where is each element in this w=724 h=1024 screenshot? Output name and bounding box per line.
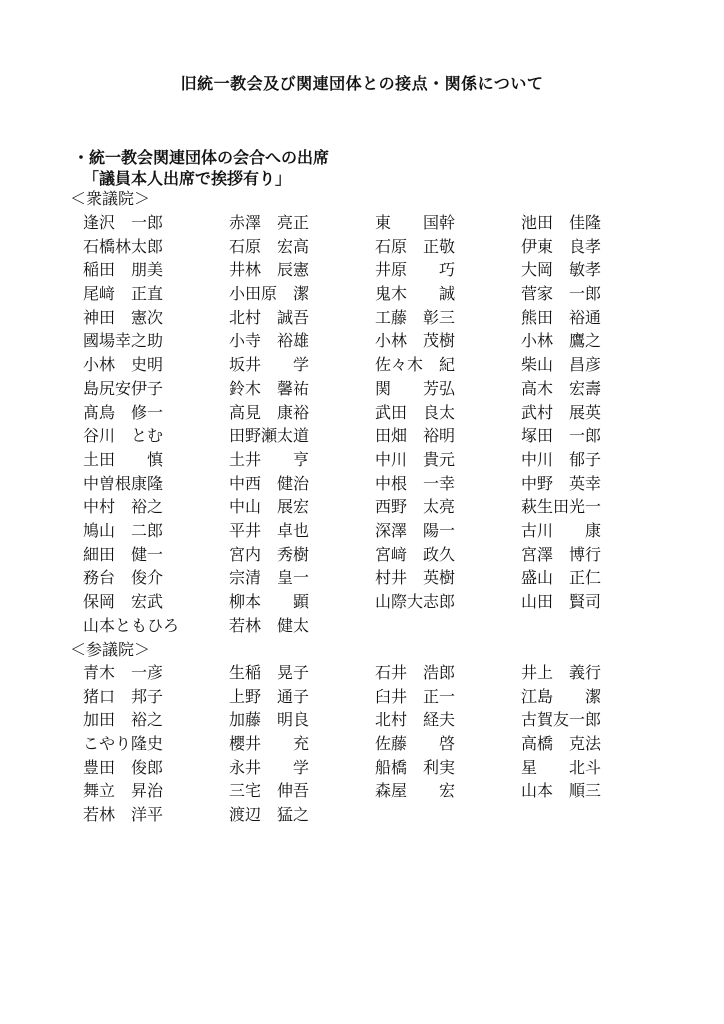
member-name: 萩生田光一 bbox=[521, 497, 602, 517]
member-name: 中川 貴元 bbox=[375, 449, 456, 469]
member-name: 高木 宏壽 bbox=[521, 378, 602, 398]
member-name: 加藤 明良 bbox=[229, 710, 310, 730]
member-name: 高橋 克法 bbox=[521, 734, 602, 754]
member-name: 小林 茂樹 bbox=[375, 331, 456, 351]
member-name: 務台 俊介 bbox=[83, 568, 164, 588]
member-name: 伊東 良孝 bbox=[521, 236, 602, 256]
member-name: 関 芳弘 bbox=[375, 378, 456, 398]
member-name: 田畑 裕明 bbox=[375, 426, 456, 446]
member-name: 保岡 宏武 bbox=[83, 592, 164, 611]
member-name: 上野 通子 bbox=[229, 686, 310, 706]
member-name: 深澤 陽一 bbox=[375, 520, 456, 540]
member-name: 加田 裕之 bbox=[83, 710, 164, 730]
member-name: 西野 太亮 bbox=[375, 497, 456, 517]
member-name: 中山 展宏 bbox=[229, 497, 310, 517]
member-name: 北村 誠吾 bbox=[229, 307, 310, 327]
member-name: 土田 慎 bbox=[83, 449, 164, 469]
member-name: 臼井 正一 bbox=[375, 686, 456, 706]
member-name: 小林 鷹之 bbox=[521, 331, 602, 351]
member-name: 渡辺 猛之 bbox=[229, 805, 310, 825]
house-of-councillors-list bbox=[83, 661, 667, 827]
member-name: 山本 順三 bbox=[521, 781, 602, 801]
member-name: 宮澤 博行 bbox=[521, 544, 602, 564]
member-name: 青木 一彦 bbox=[83, 663, 164, 682]
member-name: 若林 健太 bbox=[229, 615, 310, 635]
member-name: 土井 亨 bbox=[229, 449, 310, 469]
member-name: 坂井 学 bbox=[229, 355, 310, 375]
member-name: 村井 英樹 bbox=[375, 568, 456, 588]
member-name: 中根 一幸 bbox=[375, 473, 456, 493]
member-name: 細田 健一 bbox=[83, 544, 164, 564]
member-name: 中西 健治 bbox=[229, 473, 310, 493]
member-name: 生稲 晃子 bbox=[229, 663, 310, 682]
member-name: 武村 展英 bbox=[521, 402, 602, 422]
member-name: 古賀友一郎 bbox=[521, 710, 602, 730]
member-name: 塚田 一郎 bbox=[521, 426, 602, 446]
member-name: 工藤 彰三 bbox=[375, 307, 456, 327]
member-name: 島尻安伊子 bbox=[83, 378, 164, 398]
house-of-representatives-list bbox=[83, 211, 667, 637]
member-name: 星 北斗 bbox=[521, 757, 602, 777]
member-name: 宮内 秀樹 bbox=[229, 544, 310, 564]
member-name: 山本ともひろ bbox=[83, 615, 180, 635]
member-name: 平井 卓也 bbox=[229, 520, 310, 540]
member-name: 舞立 昇治 bbox=[83, 781, 164, 801]
member-name: 稲田 朋美 bbox=[83, 260, 164, 280]
member-name: 石原 正敬 bbox=[375, 236, 456, 256]
member-name: 菅家 一郎 bbox=[521, 284, 602, 304]
member-name: 田野瀬太道 bbox=[229, 426, 310, 446]
member-name: 東 国幹 bbox=[375, 213, 456, 232]
member-name: 井上 義行 bbox=[521, 663, 602, 682]
member-name: 國場幸之助 bbox=[83, 331, 164, 351]
house-of-representatives-label: ＜衆議院＞ bbox=[70, 189, 151, 208]
member-name: 櫻井 充 bbox=[229, 734, 310, 754]
member-name: 大岡 敏孝 bbox=[521, 260, 602, 280]
member-name: 森屋 宏 bbox=[375, 781, 456, 801]
member-name: 三宅 伸吾 bbox=[229, 781, 310, 801]
member-name: 鳩山 二郎 bbox=[83, 520, 164, 540]
member-name: 谷川 とむ bbox=[83, 426, 164, 446]
member-name: 熊田 裕通 bbox=[521, 307, 602, 327]
member-name: 武田 良太 bbox=[375, 402, 456, 422]
member-name: 石橋林太郎 bbox=[83, 236, 164, 256]
member-name: 逢沢 一郎 bbox=[83, 213, 164, 232]
member-name: 宮﨑 政久 bbox=[375, 544, 456, 564]
member-name: 柳本 顕 bbox=[229, 592, 310, 611]
member-name: 中野 英幸 bbox=[521, 473, 602, 493]
member-name: 髙鳥 修一 bbox=[83, 402, 164, 422]
section-subheading: 「議員本人出席で挨拶有り」 bbox=[83, 169, 292, 188]
member-name: 宗清 皇一 bbox=[229, 568, 310, 588]
member-name: 小寺 裕雄 bbox=[229, 331, 310, 351]
member-name: 神田 憲次 bbox=[83, 307, 164, 327]
member-name: こやり隆史 bbox=[83, 734, 164, 754]
member-name: 山際大志郎 bbox=[375, 592, 456, 611]
member-name: 北村 経夫 bbox=[375, 710, 456, 730]
member-name: 石井 浩郎 bbox=[375, 663, 456, 682]
member-name: 中曽根康隆 bbox=[83, 473, 164, 493]
member-name: 豊田 俊郎 bbox=[83, 757, 164, 777]
document-title: 旧統一教会及び関連団体との接点・関係について bbox=[180, 74, 544, 93]
member-name: 尾﨑 正直 bbox=[83, 284, 164, 304]
member-name: 中村 裕之 bbox=[83, 497, 164, 517]
member-name: 鈴木 馨祐 bbox=[229, 378, 310, 398]
member-name: 柴山 昌彦 bbox=[521, 355, 602, 375]
member-name: 佐藤 啓 bbox=[375, 734, 456, 754]
member-name: 池田 佳隆 bbox=[521, 213, 602, 232]
member-name: 高見 康裕 bbox=[229, 402, 310, 422]
member-name: 小田原 潔 bbox=[229, 284, 310, 304]
member-name: 井林 辰憲 bbox=[229, 260, 310, 280]
member-name: 永井 学 bbox=[229, 757, 310, 777]
member-name: 若林 洋平 bbox=[83, 805, 164, 825]
member-name: 小林 史明 bbox=[83, 355, 164, 375]
member-name: 石原 宏高 bbox=[229, 236, 310, 256]
member-name: 山田 賢司 bbox=[521, 592, 602, 611]
section-heading: ・統一教会関連団体の会合への出席 bbox=[73, 148, 330, 167]
house-of-councillors-label: ＜参議院＞ bbox=[70, 640, 151, 659]
member-name: 鬼木 誠 bbox=[375, 284, 456, 304]
member-name: 猪口 邦子 bbox=[83, 686, 164, 706]
member-name: 盛山 正仁 bbox=[521, 568, 602, 588]
member-name: 佐々木 紀 bbox=[375, 355, 456, 375]
member-name: 赤澤 亮正 bbox=[229, 213, 310, 232]
member-name: 井原 巧 bbox=[375, 260, 456, 280]
member-name: 船橋 利実 bbox=[375, 757, 456, 777]
member-name: 古川 康 bbox=[521, 520, 602, 540]
member-name: 中川 郁子 bbox=[521, 449, 602, 469]
member-name: 江島 潔 bbox=[521, 686, 602, 706]
